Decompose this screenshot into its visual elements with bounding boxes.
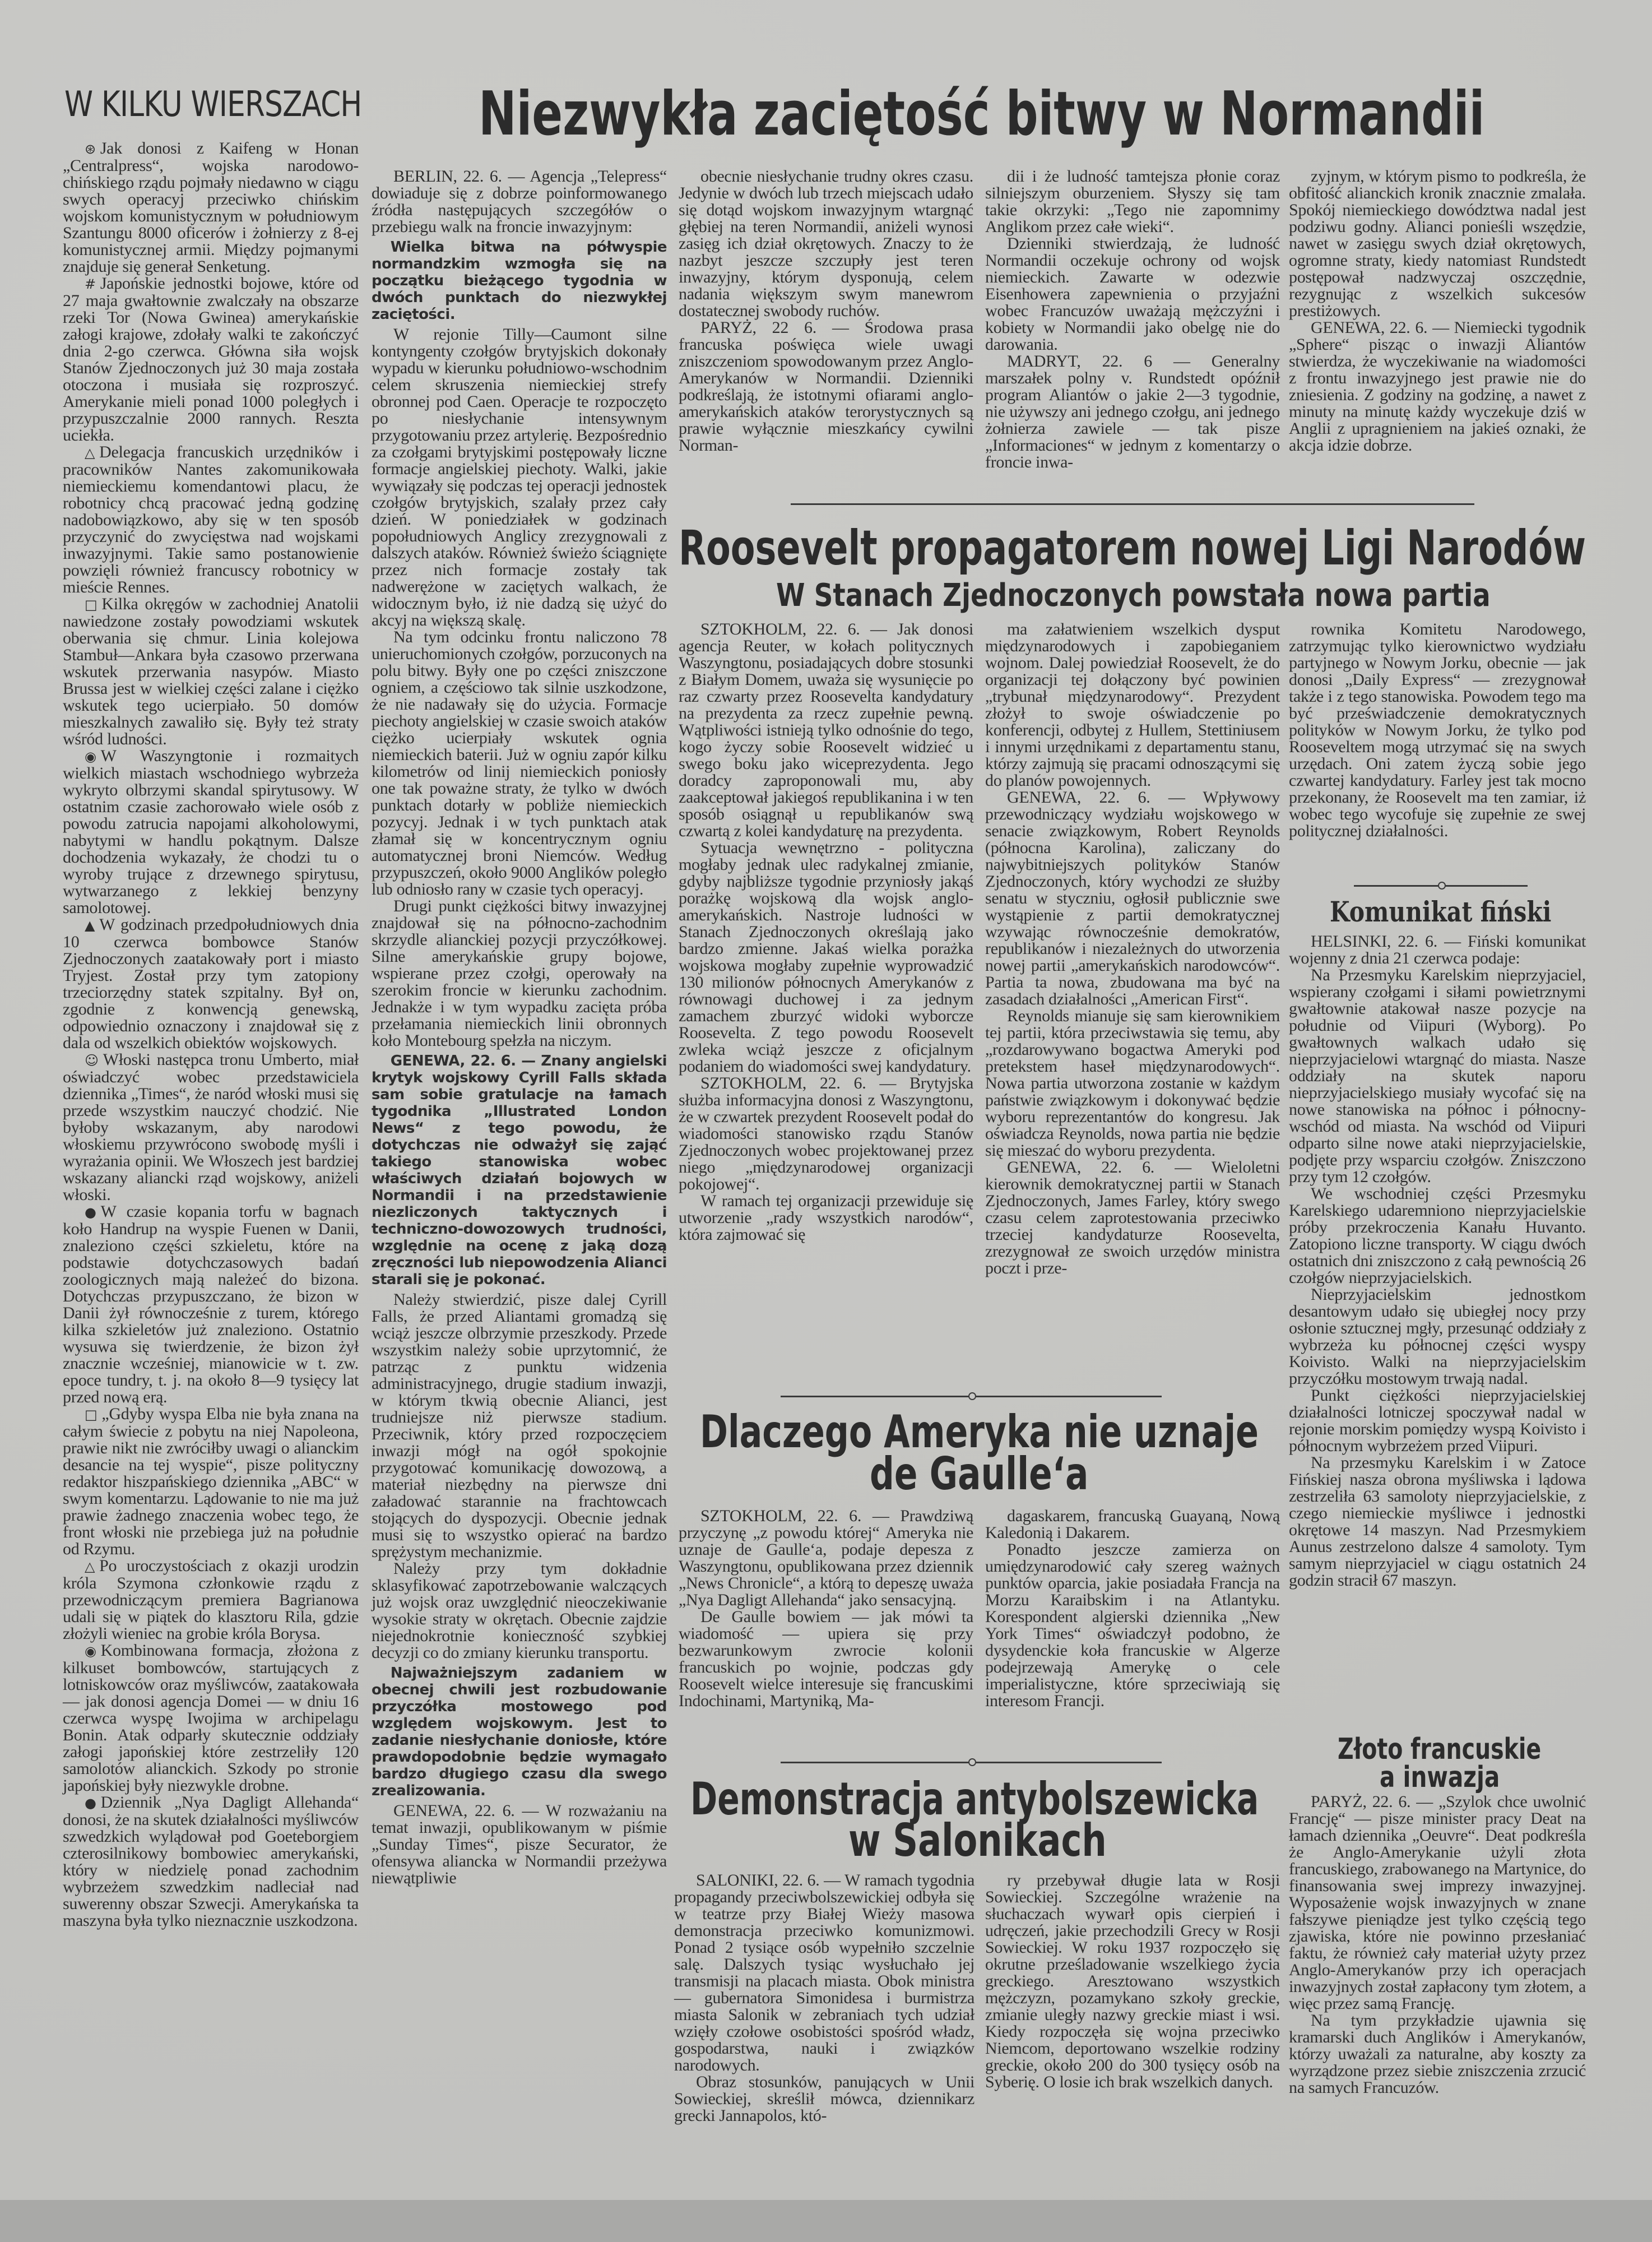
paragraph-text: PARYŻ, 22 6. — Środowa prasa francuska poświęca wiele uwagi zniszczeniom spowodowanym przez Anglo-Amerykanów w Normandii. Dzienniki podkreślają, że istotnymi ofiarami anglo-amerykańskich ataków terorystycznych są prawie wyłącznie mieszkańcy cywilni Norman- [679,318,973,455]
paragraph-text: We wschodniej części Przesmyku Karelskiego udaremniono nieprzyjacielskie próby przekroczenia Kanału Huvanto. Zatopiono liczne transporty. W ciągu dwóch ostatnich dni zniszczono z całą pewnością 26 czołgów nieprzyjacielskich. [1289,1184,1586,1287]
article-column [1289,621,1586,840]
paragraph-text: Drugi punkt ciężkości bitwy inwazyjnej znajdował się na północno-zachodnim skrzydle alianckiej pozycji przyczółkowej. Silne amerykańskie grupy bojowe, wspierane przez czołgi, operowały na szerokim froncie w kierunku zachodnim. Jednakże i w tym wypadku zacięta próba przełamania niemieckich linii obronnych koło Montebourg spełzła na niczym. [372,897,667,1050]
divider-rule [781,1396,1162,1397]
paragraph-text: SZTOKHOLM, 22. 6. — Brytyjska służba informacyjna donosi z Waszyngtonu, że w czwartek prezydent Roosevelt podał do wiadomości stanowisko rządu Stanów Zjednoczonych wobec projektowanej przez niego „międzynarodowej organizacji pokojowej“. [679,1074,973,1193]
paragraph-text: Należy przy tym dokładnie sklasyfikować zapotrzebowanie walczących już wojsk oraz uwzględnić nieoczekiwanie wysokie straty w okrętach. Obecnie zajdzie niejednokrotnie konieczność szybkiej decyzji co do zmiany kierunku transportu. [372,1559,667,1662]
paragraph-text: Należy stwierdzić, pisze dalej Cyrill Falls, że przed Aliantami gromadzą się wciąż jeszcze olbrzymie przeszkody. Przede wszystkim należy sobie uprzytomnić, że patrząc z punktu widzenia administracyjnego, drugie stadium inwazji, w którym tkwią obecnie Alianci, jest trudniejsze niż pierwsze stadium. Przeciwnik, który przed rozpoczęciem inwazji mógł na ogół spokojnie przygotować komunikację dowozową, a materiał niezbędny na pierwsze dni załadować starannie na frachtowcach stojących do dyspozycji. Obecnie jednak musi się to wszystko opierać na bardzo sprężystym mechanizmie. [372,1290,667,1561]
paragraph [985,789,1280,1008]
paragraph-text: obecnie niesłychanie trudny okres czasu. Jedynie w dwóch lub trzech miejscach udało się dotąd wojskom inwazyjnym wtargnąć głębiej na teren Normandii, aniżeli wynosi zasięg ich dział okrętowych. Znaczy to że nazbyt jeszcze szczupły jest teren inwazyjny, którym dysponują, celem nadania większym swym manewrom dostatecznej swobody ruchów. [679,167,973,320]
column-text [1289,168,1586,454]
paragraph-text: ma załatwieniem wszelkich dysput międzynarodowych i zapobieganiem wojnom. Dalej powiedział Roosevelt, że do organizacji tej dołączony być powinien „trybunał międzynarodowy“. Prezydent złożył to swoje oświadczenie po konferencji, odbytej z Hullem, Stettiniusem i innymi urzędnikami z departamentu stanu, którzy zajmują się pracami odnoszącymi się do planów powojennych. [985,620,1280,790]
news-brief [63,275,359,444]
paragraph-text: Kombinowana formacja, złożona z kilkuset bombowców, startujących z lotniskowców oraz myśliwców, zaatakowała — jak donosi agencja Domei — w dniu 16 czerwca wyspę Iwojima w archipelagu Bonin. Atak odparły skutecznie oddziały załogi japońskiej które zestrzeliły 120 samolotów alianckich. Szkody po stronie japońskiej były niezwykle drobne. [63,1641,359,1795]
divider-rule [781,1762,1162,1763]
paragraph [372,1291,667,1560]
paragraph [985,1508,1280,1541]
news-brief [63,140,359,275]
paragraph [674,2074,975,2124]
paragraph-text: W rejonie Tilly—Caumont silne kontyngenty czołgów brytyjskich dokonały wypadu w kierunku południowo-wschodnim celem skruszenia niemieckiej strefy obronnej pod Caen. Operacje te rozpoczęto po niesłychanie intensywnym przygotowaniu przez artylerię. Bezpośrednio za czołgami brytyjskimi postępowały liczne formacje angielskiej piechoty. Walki, jakie wywiązały się podczas tej operacji jednostek czołgów brytyjskich, szalały przez cały dzień. W poniedziałek w godzinach popołudniowych Anglicy zrezygnowali z dalszych ataków. Również świeżo ściągnięte przez nich formacje zostały tak nadwerężone w zaciętych walkach, że widocznym było, iż nie dadzą się użyć do akcyj na większą skalę. [372,325,667,629]
headline-text: Złoto francuskie [1338,1733,1542,1766]
paragraph-text: PARYŻ, 22. 6. — „Szylok chce uwolnić Francję“ — pisze minister pracy Deat na łamach dziennika „Oeuvre“. Deat podkreśla że Anglo-Amerykanie użyli złota francuskiego, zrabowanego na Martynice, do finansowania swej imprezy inwazyjnej. Wyposażenie wojsk inwazyjnych w znane fałszywe pieniądze jest tylko częścią tego zjawiska, które nie powinno przesłaniać faktu, że również cały materiał użyty przez Anglo-Amerykanów przy ich operacjach inwazyjnych został zapłacony tym złotem, a więc przez samą Francję. [1289,1792,1586,2013]
headline-text: de Gaulle‘a [870,1448,1089,1500]
paragraph [985,1159,1280,1277]
headline-roosevelt [679,520,1586,576]
article-column [985,621,1280,1277]
paragraph-text: ry przebywał długie lata w Rosji Sowieckiej. Szczególne wrażenie na słuchaczach wywarł opis cierpień i udręczeń, jakie przechodzili Grecy w Rosji Sowieckiej. W roku 1937 rozpoczęło się okrutne prześladowanie wszelkiego życia greckiego. Aresztowano wszystkich mężczyzn, pozamykano szkoły greckie, zmianie uległy nazwy greckie miast i wsi. Kiedy rozpoczęła się wojna przeciwko Niemcom, deportowano wszelkie rodziny greckie, około 200 do 300 tysięcy osób na Syberię. O losie ich brak wszelkich danych. [985,1871,1280,2091]
paragraph-text: Na przesmyku Karelskim i w Zatoce Fińskiej nasza obrona myśliwska i lądowa zestrzeliła 63 samoloty nieprzyjacielskie, z czego niemieckie myśliwce i jednostki okrętowe 14 maszyn. Nad Przesmykiem Aunus zestrzelono dalsze 4 samoloty. Tym samym nieprzyjaciel w ciągu ostatnich 24 godzin stracił 67 maszyn. [1289,1453,1586,1590]
paragraph-text: SZTOKHOLM, 22. 6. — Jak donosi agencja Reuter, w kołach politycznych Waszyngtonu, posiadających dobre stosunki z Białym Domem, uważa się wysunięcie po raz czwarty przez Roosevelta kandydatury na prezydenta za rzecz zupełnie pewną. Wątpliwości istnieją tylko odnośnie do tego, kogo życzy sobie Roosevelt widzieć u swego boku jako wiceprezydenta. Jego doradcy zaproponowali mu, aby zaakceptował jakiegoś republikanina i w ten sposób osiągnął u republikanów swą czwartą z kolei kandydaturę na prezydenta. [679,620,973,840]
paragraph [985,1008,1280,1159]
square-icon: □ [85,597,98,613]
headline-text: w Salonikach [848,1814,1107,1866]
column-text [674,1872,975,2124]
paragraph-text: rownika Komitetu Narodowego, zatrzymując tylko kierownictwo wydziału partyjnego w Nowym Jorku, obecnie — jak donosi „Daily Express“ — zrezygnował także i z tego stanowiska. Powodem tego ma być przeświadczenie demokratycznych polityków w Nowym Jorku, że tylko pod Rooseveltem mogą utrzymać się na swych urzędach. Oni zatem życzą sobie jego czwartej kandydatury. Farley jest tak mocno przekonany, że Roosevelt ma ten zamiar, iż wobec tego wycofuje się zupełnie ze swej politycznej działalności. [1289,620,1586,840]
paragraph [679,1075,973,1193]
paragraph [985,353,1280,471]
paragraph-text: dagaskarem, francuską Guayaną, Nową Kaledonią i Dakarem. [985,1507,1280,1542]
paragraph-text: HELSINKI, 22. 6. — Fiński komunikat wojenny z dnia 21 czerwca podaje: [1289,932,1586,967]
paragraph-text: W godzinach przedpołudniowych dnia 10 czerwca bombowce Stanów Zjednoczonych zaatakowały port i miasto Tryjest. Został przy tym zatopiony trzeciorzędny statek szpitalny. Był on, zgodnie z konwencją genewską, odpowiednio oznaczony i znajdował się z dala od wszelkich obiektów wojskowych. [63,915,359,1052]
paragraph [372,1803,667,1887]
paragraph [1289,967,1586,1185]
column-text [985,168,1280,471]
article-column [679,168,973,454]
column-text [679,168,973,454]
paragraph-text: BERLIN, 22. 6. — Agencja „Telepress“ dowiaduje się z dobrze poinformowanego źródła następujących szczegółów o przebiegu walk na froncie inwazyjnym: [372,167,667,236]
paragraph [674,1872,975,2074]
paragraph-text: Ponadto jeszcze zamierza on umiędzynarodowić cały szereg ważnych punktów oparcia, jakie posiadała Francja na Morzu Karaibskim i na Atlantyku. Korespondent algierski dziennika „New York Times“ oświadczył podobno, że dysydenckie koła francuskie w Algerze podejrzewają Amerykę o cele imperialistyczne, które sprzeciwiają się interesom Francji. [985,1540,1280,1710]
paragraph [1289,1794,1586,2012]
column-text [63,140,359,1929]
headline-finnish-text: Komunikat fiński [1330,895,1552,928]
square-icon: □ [85,1407,98,1423]
article-column [674,1872,975,2124]
triangle-icon: △ [85,445,95,461]
paragraph-text: GENEWA, 22. 6. — Wpływowy przewodniczący wydziału wojskowego w senacie związkowym, Robert Reynolds (północna Karolina), zaliczany do najwybitniejszych polityków Stanów Zjednoczonych, który wychodzi ze służby senatu w styczniu, ogłosił publicznie swe wystąpienie z partii demokratycznej wzywając równocześnie demokratów, republikanów i niezależnych do utworzenia nowej partii „amerykańskich narodowców“. Partia ta nowa, zbudowana ma być na zasadach działalności „American First“. [985,788,1280,1008]
news-brief [63,1203,359,1406]
paragraph-text: W czasie kopania torfu w bagnach koło Handrup na wyspie Fuenen w Danii, znaleziono części szkieletu, które na podstawie dotychczasowych badań zoologicznych mają należeć do bizona. Dotychczas przypuszczano, że bizon w Danii żył równocześnie z turem, którego kilka szkieletów już znaleziono. Ostatnio wysuwa się twierdzenie, że bizon żył znacznie wcześniej, mianowicie w t. zw. epoce tundry, t. j. na około 8—9 tysięcy lat przed nową erą. [63,1202,359,1406]
paragraph-text: Jak donosi z Kaifeng w Honan „Centralpress“, wojska narodowo-chińskiego rządu pojmały niedawno w ciągu swych operacyj przeciwko chińskim wojskom komunistycznym w południowym Szantungu 8000 oficerów i żołnierzy z 8-ej komunistycznej armii. Między pojmanymi znajduje się generał Senketung. [63,139,359,276]
column-text [679,621,973,1243]
paragraph-text: Na tym odcinku frontu naliczono 78 unieruchomionych czołgów, porzuconych na polu bitwy. Były one po części zniszczone ogniem, a częściowo tak silnie uszkodzone, że nie nadawały się do użycia. Formacje piechoty angielskiej w czasie swoich ataków ciężko ucierpiały wskutek ognia niemieckich baterii. Już w ogniu zapór kilku kilometrów od linij niemieckich poniosły one tak poważne straty, że tylko w dwóch punktach dotarły w pobliże niemieckich pozycyj. Jednak i w tych punktach atak złamał się w koncentrycznym ogniu automatycznej broni Niemców. Według przypuszczeń, około 9000 Anglików poległo lub odniosło rany w czasie tych operacyj. [372,628,667,898]
paragraph [372,1560,667,1661]
subheadline-roosevelt-text: W Stanach Zjednoczonych powstała nowa partia [776,577,1491,614]
paragraph [679,621,973,840]
column-text [1289,621,1586,840]
column-text [985,621,1280,1277]
paragraph [1289,933,1586,967]
column-text [985,1872,1280,2091]
paragraph-text: Delegacja francuskich urzędników i pracowników Nantes zakomunikowała niemieckiemu komendantowi placu, że robotnicy chcą pracować jedną godzinę nadobowiązkowo, aby się w ten sposób przyczynić do zwycięstwa nad wojskami inwazyjnymi. Takie samo postanowienie powzięli również francuscy robotnicy w mieście Rennes. [63,443,359,596]
paragraph-text: „Gdyby wyspa Elba nie była znana na całym świecie z pobytu na niej Napoleona, prawie nikt nie zwróciłby uwagi o alianckim desancie na tej wyspie“, pisze polityczny redaktor hiszpańskiego dziennika „ABC“ w swym komentarzu. Lądowanie to nie ma już prawie żadnego znaczenia wobec tego, że front włoski nie przebiega już na południe od Rzymu. [63,1405,359,1558]
paragraph [372,326,667,629]
news-brief [63,916,359,1051]
hash-icon: # [85,276,96,292]
paragraph-text: Na tym przykładzie ujawnia się kramarski duch Anglików i Amerykanów, którzy uważali za naturalne, aby koszty za wyrządzone przez siebie zniszczenia zrzucić na samych Francuzów. [1289,2011,1586,2097]
paragraph [372,1665,667,1799]
paragraph-text: Dzienniki stwierdzają, że ludność Normandii oczekuje ochrony od wojsk niemieckich. Zawarte w odezwie Eisenhowera zapewnienia o przyjaźni wobec Francuzów uważają mężczyźni i kobiety w Normandii jako obelgę nie do darowania. [985,234,1280,354]
paragraph [679,840,973,1075]
paragraph [679,1609,973,1710]
paragraph-text: GENEWA, 22. 6. — Wieloletni kierownik demokratycznej partii w Stanach Zjednoczonych, James Farley, który swego czasu celem zaprotestowania przeciwko trzeciej kandydaturze Roosevelta, zrezygnował ze swoich urzędów ministra poczt i prze- [985,1158,1280,1277]
news-brief [63,748,359,916]
paragraph-text: Dziennik „Nya Dagligt Allehanda“ donosi, że na skutek działalności myśliwców szwedzkich wylądował pod Goeteborgiem czterosilnikowy bombowiec amerykański, który w niedzielę ponad zachodnim wybrzeżem szwedzkim nadleciał nad suwerenny obszar Szwecji. Amerykańska ta maszyna była tylko nieznacznie uszkodzona. [63,1793,359,1930]
dot-icon: ● [85,1795,96,1811]
news-brief [63,1406,359,1558]
paragraph [1289,1454,1586,1589]
circle-icon: ◉ [85,749,96,765]
column-text [1289,1794,1586,2096]
paragraph [985,621,1280,789]
triangle-icon: △ [85,1559,95,1574]
divider-rule [791,503,1474,505]
paragraph-text: Po uroczystościach z okazji urodzin króla Szymona członkowie rządu z przewodniczącym premiera Bagrianowa udali się w piątek do klasztoru Rila, gdzie złożyli wieniec na grobie króla Borysa. [63,1557,359,1643]
headline-saloniki-line2 [848,1814,1107,1866]
headline-roosevelt-text: Roosevelt propagatorem nowej Ligi Narodów [679,520,1586,576]
paragraph-text: Obraz stosunków, panujących w Unii Sowieckiej, skreślił mówca, dziennikarz grecki Jannapolos, któ- [674,2073,975,2125]
paragraph [1289,2012,1586,2096]
news-brief [63,444,359,596]
headline-gold-line2 [1380,1763,1500,1792]
news-brief [63,596,359,748]
news-brief [63,1051,359,1203]
headline-text: Demonstracja antybolszewicka [690,1773,1259,1825]
paragraph [372,239,667,323]
dot-icon: ● [85,1205,96,1220]
paragraph [1289,1185,1586,1286]
seal-icon: ⊛ [85,141,96,157]
paragraph-text: SALONIKI, 22. 6. — W ramach tygodnia propagandy przeciwbolszewickiej odbyła się w teatrze przy Białej Wieży masowa demonstracja przeciwko komunizmowi. Ponad 2 tysiące osób wypełniło szczelnie salę. Dalszych tysiąc wysłuchało jej transmisji na placach miasta. Obok ministra — gubernatora Simonidesa i burmistrza miasta Salonik w zebraniach tych udział wzięły czołowe osobistości spośród władz, gospodarstwa, nauki i związków narodowych. [674,1871,975,2074]
section-title [64,84,362,124]
paragraph [985,1872,1280,2091]
paragraph-text: Punkt ciężkości nieprzyjacielskiej działalności lotniczej spoczywał nadal w rejonie morskim pomiędzy wyspą Koivisto i północnym wybrzeżem przed Viipuri. [1289,1386,1586,1455]
paragraph [372,168,667,235]
circle-icon: ◉ [85,1643,96,1659]
paragraph-text: Na Przesmyku Karelskim nieprzyjaciel, wspierany czołgami i siłami powietrznymi gwałtownie atakował nasze pozycje na południe od Viipuri (Wyborg). Po gwałtownych walkach udało się nieprzyjacielowi wtargnąć do miasta. Nasze oddziały na skutek naporu nieprzyjacielskiego musiały wycofać się na nowe stanowiska na północ i północny-wschód od miasta. Na wschód od Viipuri odparto silne nowe ataki nieprzyjacielskie, podjęte przy wsparciu czołgów. Zniszczono przy tym 12 czołgów. [1289,966,1586,1186]
article-column [985,168,1280,471]
article-column [679,621,973,1243]
headline-gaulle-line2 [870,1448,1089,1500]
filled-triangle-icon: ▲ [85,918,95,933]
headline-gold-line1 [1338,1735,1541,1764]
paragraph [372,898,667,1049]
paragraph-text: MADRYT, 22. 6 — Generalny marszałek polny v. Rundstedt opóźnił program Aliantów o jakie 2—3 tygodnie, nie używszy ani jednego czołgu, ani jednego żołnierza zawiele — tak pisze „Informaciones“ w jednym z komentarzy o froncie inwa- [985,352,1280,471]
paragraph-text: Nieprzyjacielskim jednostkom desantowym udało się ubiegłej nocy przy osłonie sztucznej mgły, przesunąć oddziały z wybrzeża ku północnej części wyspy Koivisto. Walki na nieprzyjacielskim przyczółku mostowym trwają nadal. [1289,1285,1586,1388]
face-icon: ☺ [85,1053,99,1068]
news-brief [63,1794,359,1929]
paragraph-text: W Waszyngtonie i rozmaitych wielkich miastach wschodniego wybrzeża wykryto olbrzymi skandal spirytusowy. W ostatnim czasie zachorowało wiele osób z powodu zatrucia napojami alkoholowymi, nabytymi w handlu pokątnym. Dalsze dochodzenia wykazały, że chodzi tu o wyroby trujące z drzewnego spirytusu, wytwarzanego z lekkiej benzyny samolotowej. [63,747,359,917]
article-column [985,1508,1280,1710]
paragraph [985,235,1280,353]
divider-ornament [968,1758,976,1766]
paragraph-text: Najważniejszym zadaniem w obecnej chwili jest rozbudowanie przyczółka mostowego pod względem wojskowym. Jest to zadanie niesłychanie doniosłe, które prawdopodobnie będzie wymagało bardzo długiego czasu dla swego zrealizowania. [372,1665,667,1799]
headline-normandy-text: Niezwykła zaciętość bitwy w Normandii [479,79,1485,149]
headline-text: a inwazja [1380,1761,1500,1794]
article-column [1289,168,1586,454]
article-column [1289,933,1586,1589]
paragraph-text: GENEWA, 22. 6. — Niemiecki tygodnik „Sphere“ pisząc o inwazji Aliantów stwierdza, że wyczekiwanie na wiadomości z frontu inwazyjnego jest prawie nie do zniesienia. Z godziny na godzinę, a nawet z minuty na minutę każdy wyczekuje dziś w Anglii z upragnieniem na jakieś oznaki, że akcja idzie dobrze. [1289,318,1586,455]
paragraph [1289,621,1586,840]
headline-finnish [1330,895,1552,928]
paragraph-text: GENEWA, 22. 6. — Znany angielski krytyk wojskowy Cyrill Falls składa sam sobie gratulacje na łamach tygodnika „Illustrated London News“ z tego powodu, że dotychczas nie odważył się zająć takiego stanowiska wobec właściwych działań bojowych w Normandii i na przedstawienie niezliczonych taktycznych i techniczno-dowozowych trudności, względnie na ocenę z jaką dozą zręczności lub niepowodzenia Alianci starali się je pokonać. [372,1053,667,1288]
paragraph-text: zyjnym, w którym pismo to podkreśla, że obfitość alianckich kronik znacznie zmalała. Spokój niemieckiego dowództwa nadal jest podziwu godny. Alianci ponieśli wszędzie, nawet w zasięgu swych dział okrętowych, ogromne straty, kiedy natomiast Rundstedt postępował nadzwyczaj oszczędnie, rezygnując z wszelkich sukcesów prestiżowych. [1289,167,1586,320]
paragraph [985,168,1280,235]
paragraph-text: De Gaulle bowiem — jak mówi ta wiadomość — upiera się przy bezwarunkowym zwrocie kolonii francuskich po wojnie, podczas gdy Roosevelt wielce interesuje się francuskimi Indochinami, Martyniką, Ma- [679,1608,973,1710]
divider-ornament [968,1392,976,1400]
paragraph [1289,1286,1586,1387]
paragraph [679,1193,973,1243]
paragraph-text: GENEWA, 22. 6. — W rozważaniu na temat inwazji, opublikowanym w piśmie „Sunday Times“, pisze Securator, że ofensywa aliancka w Normandii przeżywa niewątpliwie [372,1801,667,1887]
news-brief [63,1558,359,1642]
paragraph [985,1541,1280,1710]
paragraph-text: SZTOKHOLM, 22. 6. — Prawdziwą przyczynę „z powodu której“ Ameryka nie uznaje de Gaulle‘a, podaje depesza z Waszyngtonu, opublikowana przez dziennik „News Chronicle“, a którą to depeszę uważa „Nya Dagligt Allehanda“ jako sensacyjną. [679,1507,973,1609]
paragraph-text: Kilka okręgów w zachodniej Anatolii nawiedzone zostały powodziami wskutek oberwania się chmur. Linia kolejowa Stambuł—Ankara była czasowo przerwana wskutek przerwania nasypów. Miasto Brussa jest w wielkiej części zalane i ciężko wskutek tego ucierpiało. 50 domów mieszkalnych zawaliło się. Były też straty wśród ludności. [63,595,359,748]
subheadline-roosevelt [776,577,1491,614]
paragraph-text: Wielka bitwa na półwyspie normandzkim wzmogła się na początku bieżącego tygodnia w dwóch punktach do niezwykłej zaciętości. [372,239,667,323]
paragraph [679,319,973,454]
paragraph [1289,1387,1586,1454]
news-briefs-column [63,140,359,1929]
paragraph-text: Reynolds mianuje się sam kierownikiem tej partii, która przeciwstawia się temu, aby „rozdarowywano bogactwa Ameryki pod pretekstem haseł międzynarodowych“. Nowa partia utworzona zostanie w każdym państwie związkowym i dokonywać będzie wyboru reprezentantów do kongresu. Jak oświadcza Reynolds, nowa partia nie będzie się mieszać do wyboru prezydenta. [985,1007,1280,1160]
paragraph [372,1053,667,1288]
headline-normandy [479,79,1485,149]
paragraph [679,1508,973,1609]
article-column [1289,1794,1586,2096]
article-column [372,168,667,1887]
column-text [1289,933,1586,1589]
paragraph [372,629,667,898]
divider-ornament [1438,882,1446,890]
divider-rule [1354,885,1528,887]
paragraph-text: W ramach tej organizacji przewiduje się utworzenie „rady wszystkich narodów“, która zajmować się [679,1192,973,1244]
paragraph-text: Sytuacja wewnętrzno - polityczna mogłaby jednak ulec radykalnej zmianie, gdyby najbliższe tygodnie przyniosły jakąś porażkę wojskową dla wojsk anglo-amerykańskich. Nastroje ludności w Stanach Zjednoczonych określają jako bardzo zmienne. Jakaś wielka porażka wojskowa mogłaby zupełnie wyprowadzić 130 milionów północnych Amerykanów z równowagi duchowej i za jednym zamachem zburzyć widoki wyborcze Roosevelta. Z tego powodu Roosevelt zwleka wciąż jeszcze z oficjalnym podaniem do wiadomości swej kandydatury. [679,839,973,1076]
news-brief [63,1642,359,1794]
article-column [985,1872,1280,2091]
column-text [679,1508,973,1710]
section-title-text: W KILKU WIERSZACH [64,84,362,124]
headline-text: Dlaczego Ameryka nie uznaje [700,1406,1259,1458]
column-text [985,1508,1280,1710]
paragraph [679,168,973,319]
paragraph-text: dii i że ludność tamtejsza płonie coraz silniejszym oburzeniem. Słyszy się tam takie okrzyki: „Tego nie zapomnimy Anglikom przez całe wieki“. [985,167,1280,236]
column-text [372,168,667,1887]
paragraph-text: Japońskie jednostki bojowe, które od 27 maja gwałtownie zwalczały na obszarze rzeki Tor (Nowa Gwinea) amerykańskie załogi krajowe, zdołały walki te zakończyć dnia 2-go czerwca. Główna siła wojsk Stanów Zjednoczonych już 30 maja została otoczona i musiała się rozproszyć. Amerykanie mieli ponad 1000 poległych i przypuszczalnie 2000 rannych. Reszta uciekła. [63,274,359,444]
article-column [679,1508,973,1710]
paragraph [1289,319,1586,454]
paragraph [1289,168,1586,319]
paragraph-text: Włoski następca tronu Umberto, miał oświadczyć wobec przedstawiciela dziennika „Times“, że naród włoski musi się przede wszystkim nauczyć chodzić. Nie byłoby wskazanym, aby narodowi włoskiemu przywrócono swobodę myśli i wyrażania opinii. We Włoszech jest bardziej wskazany aliancki rząd wojskowy, aniżeli włoski. [63,1050,359,1204]
